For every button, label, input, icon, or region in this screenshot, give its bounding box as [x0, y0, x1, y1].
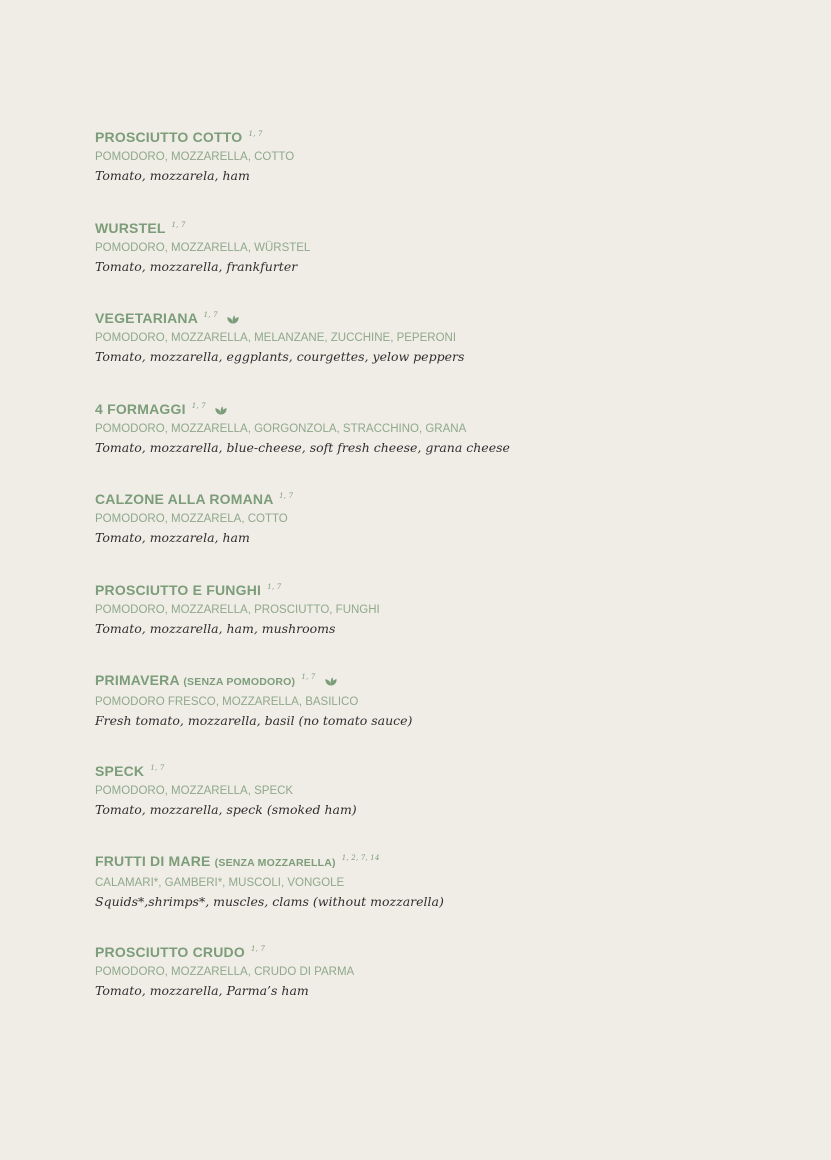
- menu-item: [95, 579, 795, 670]
- allergen-codes: 1, 2, 7, 14: [341, 854, 380, 862]
- item-qualifier: (SENZA POMODORO): [183, 676, 296, 688]
- leaf-icon: [215, 406, 227, 415]
- allergen-codes: 1, 7: [150, 763, 165, 772]
- item-translation: Tomato, mozzarella, eggplants, courgettes, yelow peppers: [95, 349, 465, 364]
- allergen-codes: 1, 7: [191, 401, 206, 410]
- item-ingredients: POMODORO, MOZZARELLA, WÜRSTEL: [95, 241, 311, 254]
- item-name: VEGETARIANA: [95, 310, 198, 326]
- item-title: [95, 579, 795, 599]
- menu-item: [95, 941, 795, 1032]
- menu-item: [95, 217, 795, 308]
- item-ingredients: POMODORO, MOZZARELLA, SPECK: [95, 784, 294, 797]
- item-name: PRIMAVERA: [95, 672, 180, 688]
- item-title: [95, 669, 795, 691]
- menu-item: [95, 307, 795, 398]
- item-title: [95, 760, 795, 780]
- item-translation: Tomato, mozzarella, blue-cheese, soft fresh cheese, grana cheese: [95, 439, 510, 455]
- item-ingredients: POMODORO FRESCO, MOZZARELLA, BASILICO: [95, 696, 359, 708]
- item-title: [95, 488, 795, 508]
- allergen-codes: 1, 7: [248, 130, 263, 138]
- item-ingredients: POMODORO, MOZZARELLA, COTTO: [95, 151, 295, 163]
- menu-item: [95, 760, 795, 851]
- menu-item: [95, 488, 795, 579]
- item-ingredients: POMODORO, MOZZARELA, COTTO: [95, 513, 288, 525]
- item-name: PROSCIUTTO E FUNGHI: [95, 581, 262, 598]
- item-translation: Tomato, mozzarela, ham: [95, 530, 250, 545]
- item-ingredients: CALAMARI*, GAMBERI*, MUSCOLI, VONGOLE: [95, 877, 345, 889]
- item-translation: Tomato, mozzarella, Parma’s ham: [95, 982, 309, 998]
- allergen-codes: 1, 7: [171, 220, 186, 229]
- allergen-codes: 1, 7: [301, 673, 316, 681]
- leaf-icon: [325, 677, 337, 686]
- item-name: WURSTEL: [95, 219, 166, 236]
- pizza-menu: [95, 126, 795, 1031]
- item-translation: Tomato, mozzarella, speck (smoked ham): [95, 801, 357, 817]
- item-title: [95, 941, 795, 961]
- item-translation: Tomato, mozzarella, ham, mushrooms: [95, 620, 336, 636]
- item-name: SPECK: [95, 762, 145, 779]
- item-name: FRUTTI DI MARE: [95, 853, 211, 869]
- item-name: 4 FORMAGGI: [95, 400, 186, 417]
- item-qualifier: (SENZA MOZZARELLA): [214, 857, 336, 869]
- allergen-codes: 1, 7: [203, 311, 218, 319]
- item-title: [95, 398, 795, 418]
- allergen-codes: 1, 7: [251, 944, 266, 953]
- item-ingredients: POMODORO, MOZZARELLA, PROSCIUTTO, FUNGHI: [95, 603, 380, 616]
- item-title: [95, 126, 795, 146]
- menu-item: [95, 126, 795, 217]
- item-name: CALZONE ALLA ROMANA: [95, 491, 274, 507]
- leaf-icon: [227, 315, 239, 324]
- item-translation: Squids*,shrimps*, muscles, clams (without mozzarella): [95, 894, 444, 909]
- item-name: PROSCIUTTO COTTO: [95, 129, 243, 145]
- item-title: [95, 307, 795, 327]
- item-translation: Tomato, mozzarella, frankfurter: [95, 258, 298, 274]
- item-ingredients: POMODORO, MOZZARELLA, GORGONZOLA, STRACCHINO, GRANA: [95, 422, 467, 435]
- item-translation: Tomato, mozzarela, ham: [95, 168, 250, 183]
- item-name: PROSCIUTTO CRUDO: [95, 943, 245, 960]
- menu-item: [95, 398, 795, 489]
- item-title: [95, 217, 795, 237]
- item-ingredients: POMODORO, MOZZARELLA, MELANZANE, ZUCCHINE, PEPERONI: [95, 332, 457, 344]
- menu-item: [95, 850, 795, 941]
- item-title: [95, 850, 795, 872]
- allergen-codes: 1, 7: [279, 492, 294, 500]
- item-translation: Fresh tomato, mozzarella, basil (no tomato sauce): [95, 713, 413, 728]
- allergen-codes: 1, 7: [267, 582, 282, 591]
- item-ingredients: POMODORO, MOZZARELLA, CRUDO DI PARMA: [95, 965, 355, 978]
- menu-item: [95, 669, 795, 760]
